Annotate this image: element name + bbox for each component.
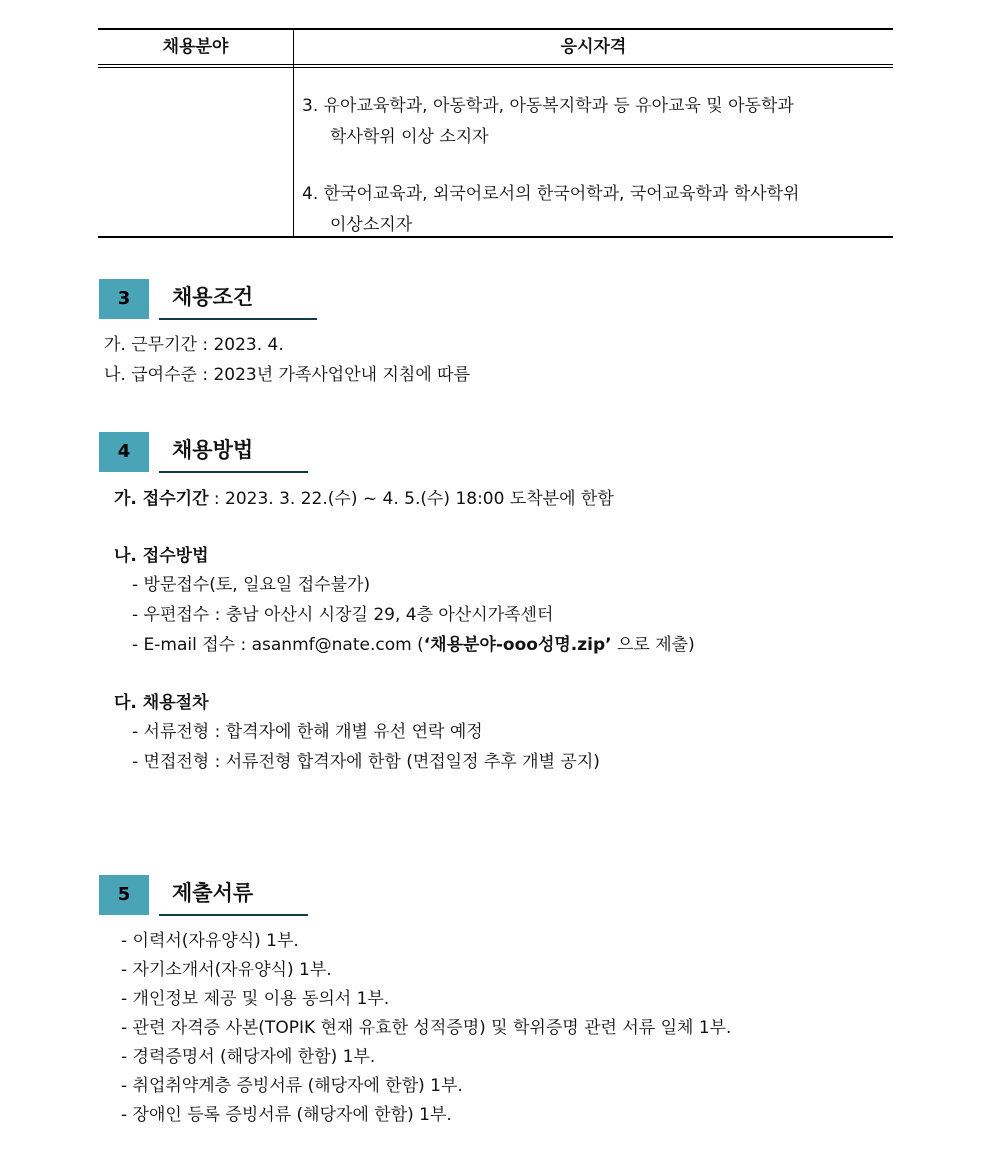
application-method-item: - 방문접수(토, 일요일 접수불가) — [132, 575, 371, 595]
section-title-underline — [159, 318, 317, 320]
section-number-badge: 5 — [99, 875, 149, 915]
section-title-underline — [159, 471, 308, 473]
section-title: 제출서류 — [172, 881, 254, 905]
qualification-item-3-line1: 3. 유아교육학과, 아동학과, 아동복지학과 등 유아교육 및 아동학과 — [302, 96, 794, 116]
email-filename-format: ‘채용분야-ooo성명.zip’ — [423, 635, 612, 655]
selection-procedure-item: - 면접전형 : 서류전형 합격자에 한함 (면접일정 추후 개별 공지) — [132, 752, 600, 772]
application-period — [114, 484, 614, 514]
condition-item: 나. 급여수준 : 2023년 가족사업안내 지침에 따름 — [104, 365, 470, 385]
application-period-text: : 2023. 3. 22.(수) ~ 4. 5.(수) 18:00 도착분에 한함 — [208, 489, 614, 509]
qualification-item-3 — [302, 91, 882, 153]
qualification-item-4-line2: 이상소지자 — [330, 215, 413, 235]
selection-procedure-item: - 서류전형 : 합격자에 한해 개별 유선 연락 예정 — [132, 722, 483, 742]
document-item: - 장애인 등록 증빙서류 (해당자에 한함) 1부. — [121, 1105, 452, 1125]
application-period-label: 가. 접수기간 — [114, 489, 209, 509]
email-prefix: - E-mail 접수 : asanmf@nate.com ( — [132, 635, 424, 655]
document-item: - 이력서(자유양식) 1부. — [121, 931, 299, 951]
document-item: - 관련 자격증 사본(TOPIK 현재 유효한 성적증명) 및 학위증명 관련 서류 일체 1부. — [121, 1018, 732, 1038]
qualification-item-3-line2: 학사학위 이상 소지자 — [330, 127, 489, 147]
section-title: 채용조건 — [172, 285, 254, 309]
application-method-email — [132, 630, 695, 660]
qualification-item-4 — [302, 179, 882, 241]
document-item: - 개인정보 제공 및 이용 동의서 1부. — [121, 989, 390, 1009]
document-item: - 경력증명서 (해당자에 한함) 1부. — [121, 1047, 376, 1067]
section-number-badge: 4 — [99, 432, 149, 472]
section-title: 채용방법 — [172, 438, 254, 462]
condition-item: 가. 근무기간 : 2023. 4. — [104, 335, 284, 355]
table-header-field: 채용분야 — [162, 37, 229, 57]
document-item: - 취업취약계층 증빙서류 (해당자에 한함) 1부. — [121, 1076, 463, 1096]
application-method-label: 나. 접수방법 — [114, 546, 209, 566]
application-method-item: - 우편접수 : 충남 아산시 시장길 29, 4층 아산시가족센터 — [132, 605, 554, 625]
table-header-border-1 — [98, 64, 893, 65]
table-header-qualification: 응시자격 — [560, 37, 627, 57]
section-number-badge: 3 — [99, 279, 149, 319]
table-header-border-2 — [98, 67, 893, 68]
email-suffix: 으로 제출) — [611, 635, 695, 655]
qualification-item-4-line1: 4. 한국어교육과, 외국어로서의 한국어학과, 국어교육학과 학사학위 — [302, 184, 800, 204]
section-title-underline — [159, 914, 308, 916]
selection-procedure-label: 다. 채용절차 — [114, 693, 209, 713]
document-item: - 자기소개서(자유양식) 1부. — [121, 960, 332, 980]
